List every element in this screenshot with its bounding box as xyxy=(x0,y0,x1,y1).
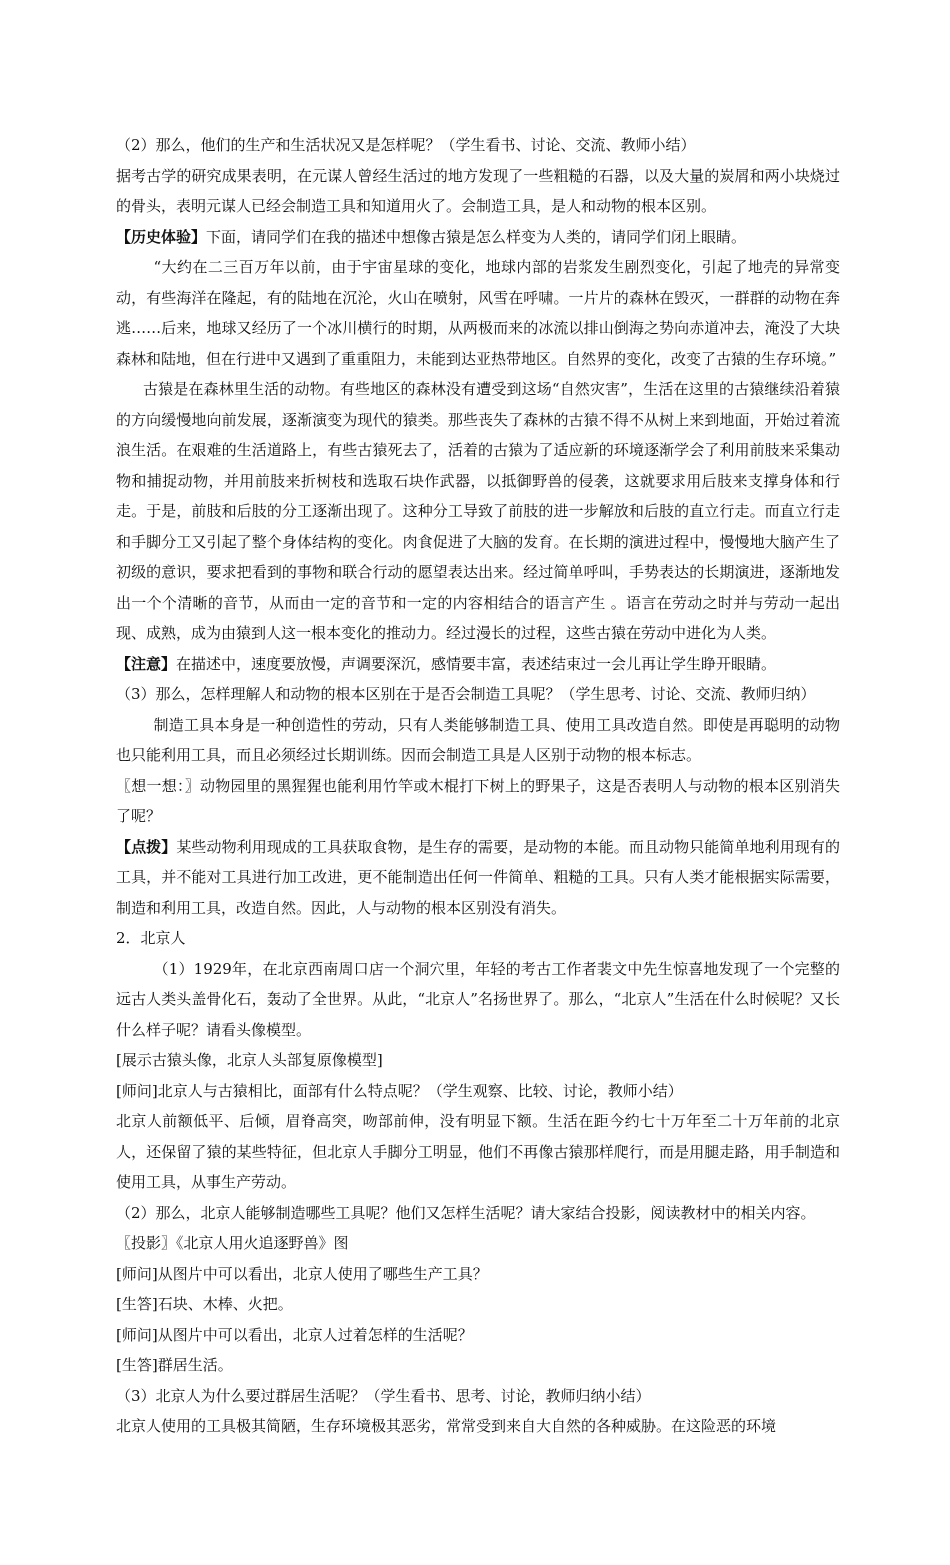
paragraph: [师问]从图片中可以看出，北京人过着怎样的生活呢？ xyxy=(116,1325,473,1344)
paragraph xyxy=(116,649,840,680)
paragraph: 制造工具本身是一种创造性的劳动，只有人类能够制造工具、使用工具改造自然。即使是再聪明的动物也只能利用工具，而且必须经过长期训练。因而会制造工具是人区别于动物的根本标志。 xyxy=(116,715,840,764)
paragraph: 北京人前额低平、后倾，眉脊高突，吻部前伸，没有明显下额。生活在距今约七十万年至二十万年前的北京人，还保留了猿的某些特征，但北京人手脚分工明显，他们不再像古猿那样爬行，而是用腿走路，用手制造和使用工具，从事生产劳动。 xyxy=(116,1112,840,1191)
paragraph: [师问]北京人与古猿相比，面部有什么特点呢？（学生观察、比较、讨论，教师小结） xyxy=(116,1081,683,1100)
paragraph: 北京人使用的工具极其简陋，生存环境极其恶劣，常常受到来自大自然的各种威胁。在这险恶的环境 xyxy=(116,1417,777,1435)
paragraph: （3）北京人为什么要过群居生活呢？（学生看书、思考、讨论，教师归纳小结） xyxy=(116,1386,651,1405)
paragraph: 〖投影〗《北京人用火追逐野兽》图 xyxy=(116,1234,349,1252)
section-heading: 2．北京人 xyxy=(116,929,186,947)
label-attention: 【注意】 xyxy=(116,654,177,673)
paragraph: 〖想一想：〗动物园里的黑猩猩也能利用竹竿或木棍打下树上的野果子，这是否表明人与动物的根本区别消失了呢？ xyxy=(116,776,840,825)
paragraph xyxy=(116,832,840,924)
paragraph-text: 下面，请同学们在我的描述中想像古猿是怎么样变为人类的，请同学们闭上眼睛。 xyxy=(206,227,747,246)
paragraph-text: 某些动物利用现成的工具获取食物，是生存的需要，是动物的本能。而且动物只能简单地利用现有的工具，并不能对工具进行加工改进，更不能制造出任何一件简单、粗糙的工具。只有人类才能根据实际需要，制造和利用工具，改造自然。因此，人与动物的根本区别没有消失。 xyxy=(116,837,840,917)
paragraph: 据考古学的研究成果表明，在元谋人曾经生活过的地方发现了一些粗糙的石器，以及大量的炭屑和两小块烧过的骨头，表明元谋人已经会制造工具和知道用火了。会制造工具，是人和动物的根本区别。 xyxy=(116,166,840,215)
paragraph: 古猿是在森林里生活的动物。有些地区的森林没有遭受到这场“自然灾害”，生活在这里的古猿继续沿着猿的方向缓慢地向前发展，逐渐演变为现代的猿类。那些丧失了森林的古猿不得不从树上来到地面，开始过着流浪生活。在艰难的生活道路上，有些古猿死去了，活着的古猿为了适应新的环境逐渐学会了利用前肢来采集动物和捕捉动物，并用前肢来折树枝和选取石块作武器，以抵御野兽的侵袭，这就要求用后肢来支撑身体和行走。于是，前肢和后肢的分工逐渐出现了。这种分工导致了前肢的进一步解放和后肢的直立行走。而直立行走和手脚分工又引起了整个身体结构的变化。肉食促进了大脑的发育。在长期的演进过程中，慢慢地大脑产生了初级的意识，要求把看到的事物和联合行动的愿望表达出来。经过简单呼叫，手势表达的长期演进，逐渐地发出一个个清晰的音节，从而由一定的音节和一定的内容相结合的语言产生 。语言在劳动之时并与劳动一起出现、成熟，成为由猿到人这一根本变化的推动力。经过漫长的过程，这些古猿在劳动中进化为人类。 xyxy=(116,380,840,642)
paragraph: （2）那么，他们的生产和生活状况又是怎样呢？（学生看书、讨论、交流、教师小结） xyxy=(116,136,696,154)
paragraph: [展示古猿头像，北京人头部复原像模型] xyxy=(116,1051,383,1069)
document-page xyxy=(116,130,840,1442)
paragraph: “大约在二三百万年以前，由于宇宙星球的变化，地球内部的岩浆发生剧烈变化，引起了地壳的异常变动，有些海洋在隆起，有的陆地在沉沦，火山在喷射，风雪在呼啸。一片片的森林在毁灭，一群群的动物在奔逃……后来，地球又经历了一个冰川横行的时期，从两极而来的冰流以排山倒海之势向赤道冲去，淹没了大块森林和陆地，但在行进中又遇到了重重阻力，未能到达亚热带地区。自然界的变化，改变了古猿的生存环境。” xyxy=(116,258,840,368)
label-history-experience: 【历史体验】 xyxy=(116,227,207,246)
paragraph xyxy=(116,222,840,253)
label-guidance: 【点拨】 xyxy=(116,837,177,856)
paragraph: [生答]群居生活。 xyxy=(116,1356,233,1374)
paragraph-text: 在描述中，速度要放慢，声调要深沉，感情要丰富，表述结束过一会儿再让学生睁开眼睛。 xyxy=(176,654,777,673)
paragraph: [师问]从图片中可以看出，北京人使用了哪些生产工具？ xyxy=(116,1264,488,1283)
paragraph: （2）那么，北京人能够制造哪些工具呢？他们又怎样生活呢？请大家结合投影，阅读教材中的相关内容。 xyxy=(116,1203,816,1222)
paragraph: （3）那么，怎样理解人和动物的根本区别在于是否会制造工具呢？（学生思考、讨论、交流、教师归纳） xyxy=(116,685,816,703)
paragraph: [生答]石块、木棒、火把。 xyxy=(116,1295,293,1313)
paragraph: （1）1929年，在北京西南周口店一个洞穴里，年轻的考古工作者裴文中先生惊喜地发现了一个完整的远古人类头盖骨化石，轰动了全世界。从此，“北京人”名扬世界了。那么，“北京人”生活在什么时候呢？又长什么样子呢？请看头像模型。 xyxy=(116,959,840,1039)
